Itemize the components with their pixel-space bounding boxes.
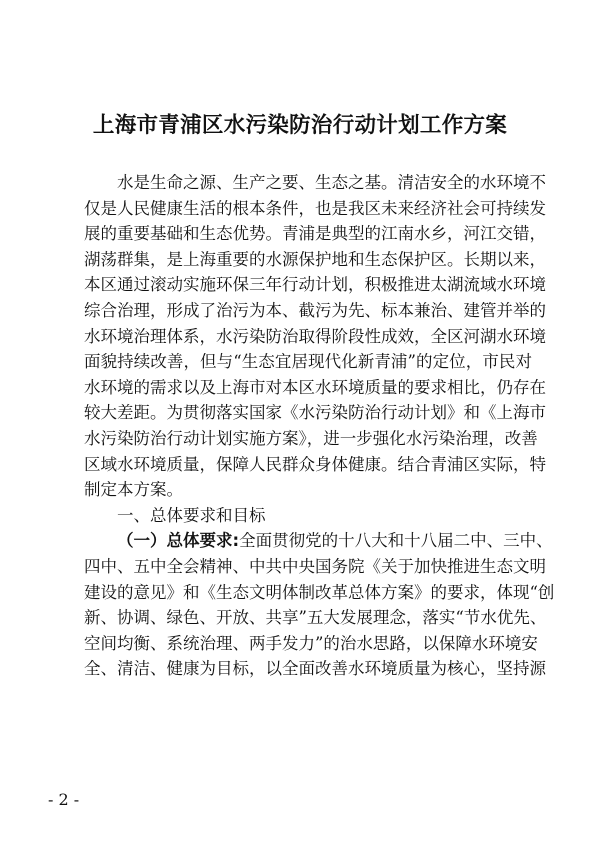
document-title: 上海市青浦区水污染防治行动计划工作方案 (92, 113, 508, 138)
paragraph-line: 水污染防治行动计划实施方案》，进一步强化水污染治理，改善 (84, 428, 538, 448)
paragraph-line: 水环境的需求以及上海市对本区水环境质量的要求相比，仍存在 (84, 377, 546, 397)
paragraph-line: 制定本方案。 (84, 480, 183, 500)
paragraph-line: 综合治理，形成了治污为本、截污为先、标本兼治、建管并举的 (84, 300, 546, 320)
subsection-first-line-text: 全面贯彻党的十八大和十八届二中、三中、 (239, 531, 553, 551)
intro-paragraph (84, 170, 546, 503)
paragraph-line: 面貌持续改善，但与“生态宜居现代化新青浦”的定位，市民对 (84, 352, 532, 372)
paragraph-line: 水环境治理体系，水污染防治取得阶段性成效，全区河湖水环境 (84, 326, 546, 346)
section-heading: 一、总体要求和目标 (117, 505, 266, 525)
paragraph-line: 较大差距。为贯彻落实国家《水污染防治行动计划》和《上海市 (84, 403, 546, 423)
subsection-general-requirements (84, 528, 555, 682)
paragraph-line: 展的重要基础和生态优势。青浦是典型的江南水乡，河江交错， (84, 224, 546, 244)
subsection-label: （一）总体要求: (117, 531, 240, 551)
paragraph-line: 新、协调、绿色、开放、共享”五大发展理念，落实“节水优先、 (84, 608, 547, 628)
subsection-first-line (84, 528, 553, 554)
paragraph-line: 四中、五中全会精神、中共中央国务院《关于加快推进生态文明 (84, 556, 546, 576)
paragraph-line: 全、清洁、健康为目标，以全面改善水环境质量为核心，坚持源 (84, 659, 546, 679)
paragraph-line: 区域水环境质量，保障人民群众身体健康。结合青浦区实际，特 (84, 454, 546, 474)
paragraph-line: 湖荡群集，是上海重要的水源保护地和生态保护区。长期以来， (84, 249, 546, 269)
page-number: - 2 - (48, 790, 80, 809)
paragraph-line: 仅是人民健康生活的根本条件，也是我区未来经济社会可持续发 (84, 198, 546, 218)
paragraph-line: 本区通过滚动实施环保三年行动计划，积极推进太湖流域水环境 (84, 275, 546, 295)
paragraph-line: 水是生命之源、生产之要、生态之基。清洁安全的水环境不 (117, 173, 546, 192)
paragraph-line: 空间均衡、系统治理、两手发力”的治水思路，以保障水环境安 (84, 633, 538, 653)
paragraph-line: 建设的意见》和《生态文明体制改革总体方案》的要求，体现“创 (84, 582, 555, 602)
document-body (84, 170, 555, 682)
